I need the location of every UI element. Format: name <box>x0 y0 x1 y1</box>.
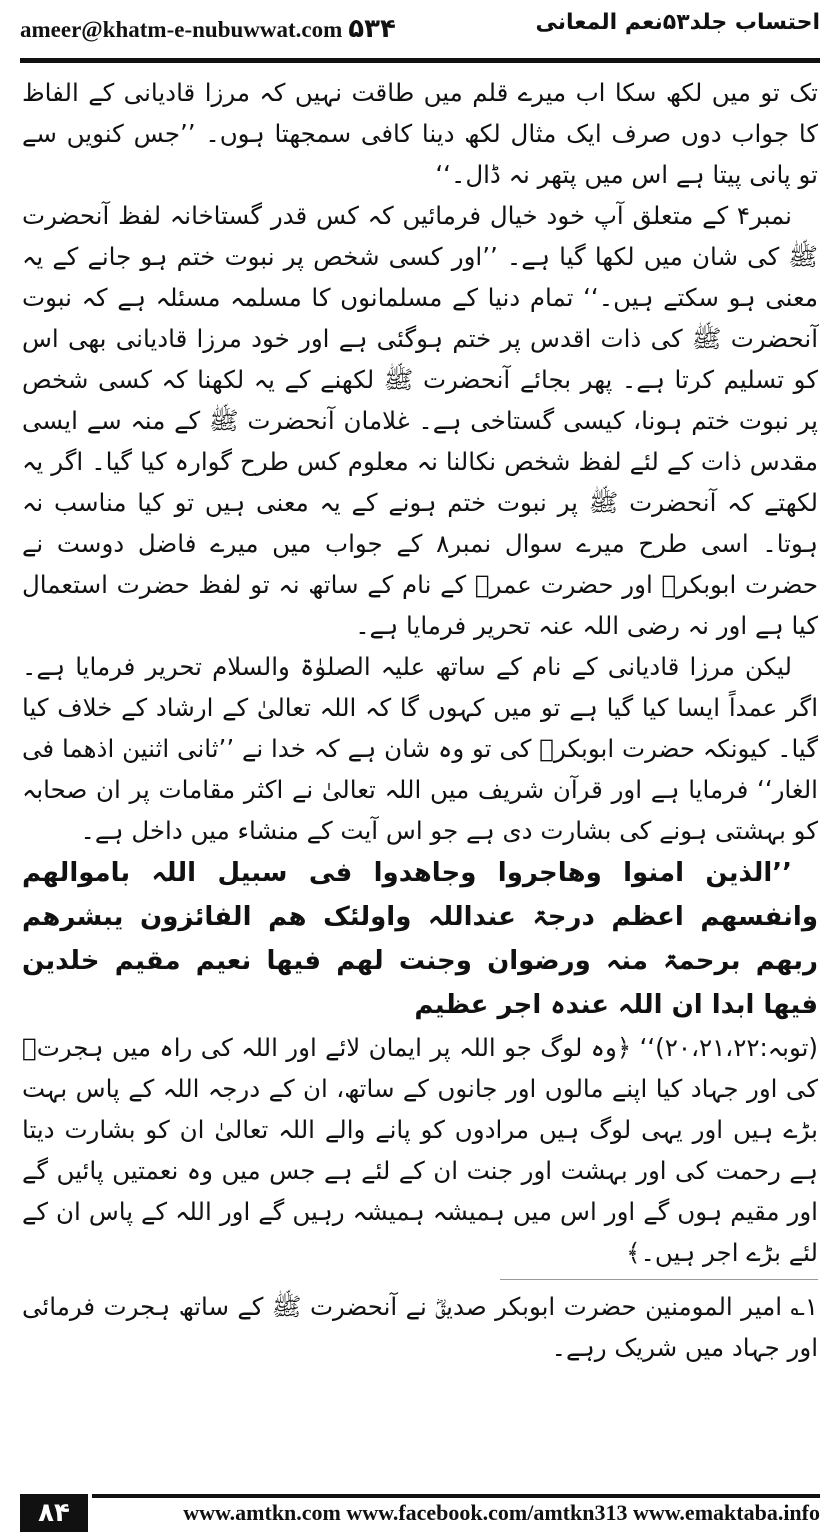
page-header <box>0 0 840 62</box>
footer-page-number: ۸۴ <box>20 1494 88 1532</box>
translation-text: ﴿وہ لوگ جو اللہ پر ایمان لائے اور اللہ کی راہ میں ہجرتؔ کی اور جہاد کیا اپنے مالوں اور جانوں کے ساتھ، ان کے درجہ اللہ کے پاس بہت بڑے ہیں اور یہی لوگ ہیں مرادوں کو پانے والے اللہ تعالیٰ ان کو بشارت دیتا ہے رحمت کی اور بہشت اور جنت ان کے لئے ہے جس میں وہ نعمتیں پائیں گے اور مقیم ہوں گے اور اس میں ہمیشہ ہمیشہ رہیں گے اور اللہ کے پاس ان کے لئے بڑے اجر ہیں۔﴾ <box>22 1033 818 1267</box>
footer-rule <box>92 1494 820 1498</box>
header-left <box>20 14 396 44</box>
header-book-title: احتساب جلد۵۳نعم المعانی <box>535 10 820 35</box>
footer-urls: www.amtkn.com www.facebook.com/amtkn313 www.emaktaba.info <box>183 1500 820 1525</box>
page-footer <box>20 1494 820 1532</box>
header-rule <box>20 58 820 63</box>
header-email: ameer@khatm-e-nubuwwat.com <box>20 17 343 42</box>
paragraph-2: نمبر۴ کے متعلق آپ خود خیال فرمائیں کہ کس قدر گستاخانہ لفظ آنحضرت ﷺ کی شان میں لکھا گیا ہے۔ ’’اور کسی شخص پر نبوت ختم ہو جانے کے یہ معنی ہو سکتے ہیں۔‘‘ تمام دنیا کے مسلمانوں کا مسلمہ مسئلہ ہے کہ نبوت آنحضرت ﷺ کی ذات اقدس پر ختم ہوگئی ہے اور خود مرزا قادیانی بھی اس کو تسلیم کرتا ہے۔ پھر بجائے آنحضرت ﷺ لکھنے کے یہ لکھنا کہ کسی شخص پر نبوت ختم ہونا، کیسی گستاخی ہے۔ غلامان آنحضرت ﷺ کے منہ سے ایسی مقدس ذات کے لئے لفظ شخص نکالنا نہ معلوم کس طرح گوارہ کیا گیا۔ اگر یہ لکھتے کہ آنحضرت ﷺ پر نبوت ختم ہونے کے یہ معنی ہیں تو کیا مناسب نہ ہوتا۔ اسی طرح میرے سوال نمبر۸ کے جواب میں میرے فاضل دوست نے حضرت ابوبکرؓ اور حضرت عمرؓ کے نام کے ساتھ نہ تو لفظ حضرت استعمال کیا ہے اور نہ رضی اللہ عنہ تحریر فرمایا ہے۔ <box>22 201 818 640</box>
footnote: ۱؎ امیر المومنین حضرت ابوبکر صدیقؓ نے آنحضرت ﷺ کے ساتھ ہجرت فرمائی اور جہاد میں شریک رہے۔ <box>22 1292 818 1362</box>
quote-reference: (توبہ:۲۰،۲۱،۲۲)‘‘ <box>639 1033 818 1062</box>
paragraph-3: لیکن مرزا قادیانی کے نام کے ساتھ علیہ الصلوٰۃ والسلام تحریر فرمایا ہے۔ اگر عمداً ایسا کیا گیا ہے تو میں کہوں گا کہ اللہ تعالیٰ کے ارشاد کے خلاف کیا گیا۔ کیونکہ حضرت ابوبکرؓ کی تو وہ شان ہے کہ خدا نے ’’ثانی اثنین اذھما فی الغار‘‘ فرمایا ہے اور قرآن شریف میں اللہ تعالیٰ نے اکثر مقامات پر ان صحابہ کو بہشتی ہونے کی بشارت دی ہے جو اس آیت کے منشاء میں داخل ہے۔ <box>22 652 818 845</box>
quran-quote: ’’الذین امنوا وھاجروا وجاھدوا فی سبیل اللہ باموالھم وانفسھم اعظم درجۃ عنداللہ واولئک ھم الفائزون یبشرھم ربھم برحمۃ منہ ورضوان وجنت لھم فیھا نعیم مقیم خلدین فیھا ابدا ان اللہ عندہ اجر عظیم <box>22 858 818 1020</box>
translation-paragraph <box>22 1027 818 1273</box>
footnote-separator <box>500 1279 818 1280</box>
paragraph-1: تک تو میں لکھ سکا اب میرے قلم میں طاقت نہیں کہ مرزا قادیانی کے الفاظ کا جواب دوں صرف ایک مثال لکھ دینا کافی سمجھتا ہوں۔ ’’جس کنویں سے تو پانی پیتا ہے اس میں پتھر نہ ڈال۔‘‘ <box>22 78 818 189</box>
page-body <box>22 72 818 1368</box>
header-page-number: ۵۳۴ <box>348 14 396 44</box>
